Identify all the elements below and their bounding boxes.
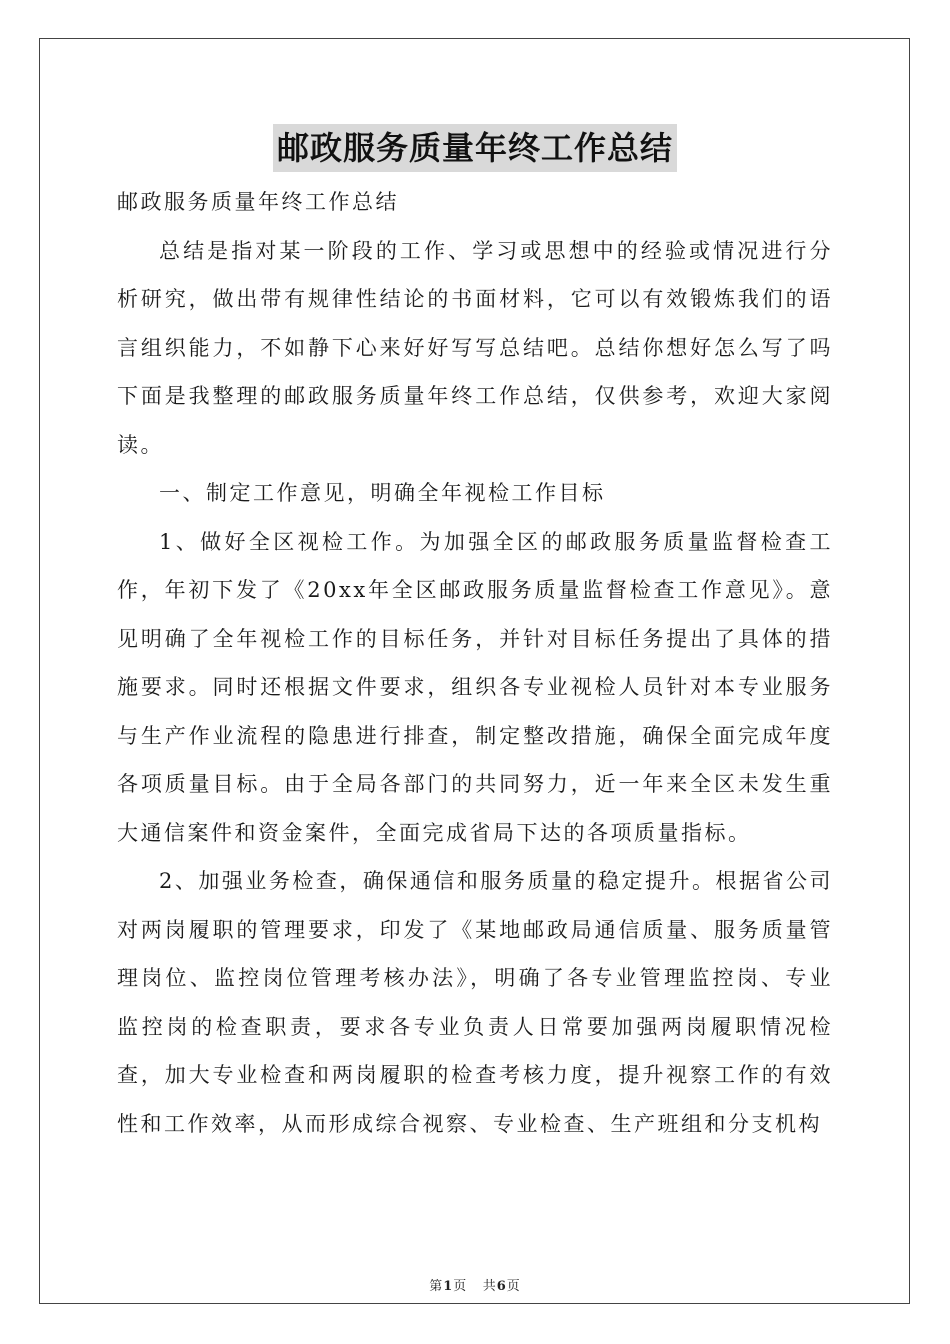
document-body (117, 178, 833, 1148)
paragraph-item-2: 2、加强业务检查，确保通信和服务质量的稳定提升。根据省公司对两岗履职的管理要求，印发了《某地邮政局通信质量、服务质量管理岗位、监控岗位管理考核办法》，明确了各专业管理监控岗、专业监控岗的检查职责，要求各专业负责人日常要加强两岗履职情况检查，加大专业检查和两岗履职的检查考核力度，提升视察工作的有效性和工作效率，从而形成综合视察、专业检查、生产班组和分支机构 (117, 869, 833, 1136)
total-pages: 6 (496, 1279, 507, 1294)
page-number: 1 (443, 1279, 454, 1294)
total-suffix: 页 (506, 1279, 521, 1294)
page-footer (0, 1275, 950, 1294)
total-prefix: 共 (482, 1279, 497, 1294)
document-subtitle: 邮政服务质量年终工作总结 (117, 190, 399, 214)
paragraph-item-1: 1、做好全区视检工作。为加强全区的邮政服务质量监督检查工作，年初下发了《20xx年全区邮政服务质量监督检查工作意见》。意见明确了全年视检工作的目标任务，并针对目标任务提出了具体的措施要求。同时还根据文件要求，组织各专业视检人员针对本专业服务与生产作业流程的隐患进行排查，制定整改措施，确保全面完成年度各项质量目标。由于全局各部门的共同努力，近一年来全区未发生重大通信案件和资金案件，全面完成省局下达的各项质量指标。 (117, 529, 833, 845)
document-title: 邮政服务质量年终工作总结 (273, 124, 677, 172)
page-suffix: 页 (453, 1279, 468, 1294)
paragraph-intro: 总结是指对某一阶段的工作、学习或思想中的经验或情况进行分析研究，做出带有规律性结论的书面材料，它可以有效锻炼我们的语言组织能力，不如静下心来好好写写总结吧。总结你想好怎么写了吗下面是我整理的邮政服务质量年终工作总结，仅供参考，欢迎大家阅读。 (117, 238, 833, 457)
page-prefix: 第 (429, 1279, 444, 1294)
section-heading: 一、制定工作意见，明确全年视检工作目标 (159, 481, 606, 505)
title-container (0, 124, 950, 172)
